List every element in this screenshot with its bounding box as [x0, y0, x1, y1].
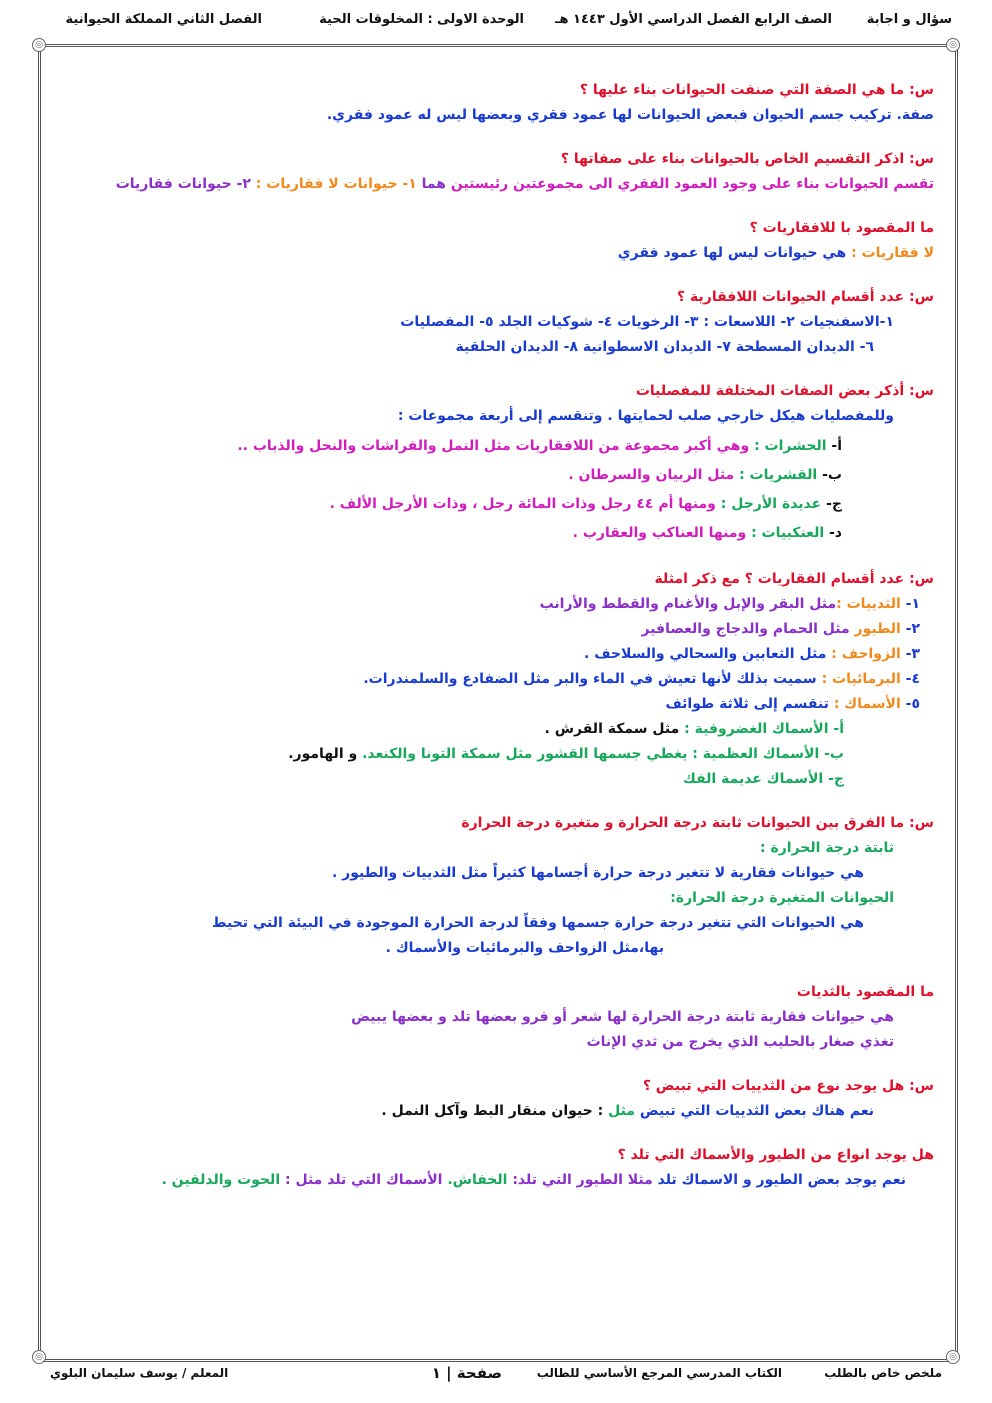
answer-line: ٦- الديدان المسطحة ٧- الديدان الاسطوانية ٨- الديدان الحلقية — [455, 339, 874, 355]
answer-intro: وللمفصليات هيكل خارجي صلب لحمايتها . وتنقسم إلى أربعة مجموعات : — [397, 408, 894, 424]
item-extra: و الهامور. — [288, 746, 358, 762]
qa-block-2 — [56, 147, 934, 197]
qa-block-4 — [56, 285, 934, 360]
item-name: الثدييات : — [836, 596, 901, 612]
list-item: ج- عديدة الأرجل : ومنها أم ٤٤ رجل وذات المائة رجل ، وذات الأرجل الألف . — [329, 496, 842, 512]
question: س: اذكر التقسيم الخاص بالحيوانات بناء على صفاتها ؟ — [560, 151, 934, 167]
answer-text: مثل — [608, 1103, 635, 1119]
answer-line: هي حيوانات فقارية ثابتة درجة الحرارة لها شعر أو فرو بعضها تلد و بعضها يبيض — [351, 1009, 894, 1025]
answer-text: مثلا الطيور التي تلد: — [512, 1172, 653, 1188]
list-item: أ- الحشرات : وهي أكبر مجموعة من اللافقاريات مثل النمل والفراشات والنحل والذباب .. — [237, 438, 842, 454]
item-name: البرمائيات : — [821, 671, 901, 687]
list-item: د- العنكبيات : ومنها العناكب والعقارب . — [572, 525, 842, 541]
qa-block-10 — [56, 1143, 934, 1193]
question: ما المقصود بالثديات — [796, 984, 934, 1000]
item-desc: تنقسم إلى ثلاثة طوائف — [665, 696, 829, 712]
item-name: العنكبيات : — [751, 525, 825, 541]
answer-line: هي الحيوانات التي تتغير درجة حرارة جسمها وفقاً لدرجة الحرارة الموجودة في البيئة التي تحيط — [211, 915, 864, 931]
answer-text: الحوت والدلفين . — [161, 1172, 281, 1188]
footer-page-number: صفحة | ١ — [431, 1364, 502, 1382]
list-item: ١- الثدييات :مثل البقر والإبل والأغنام والقطط والأرانب — [539, 596, 920, 612]
item-desc: وهي أكبر مجموعة من اللافقاريات مثل النمل والفراشات والنحل والذباب .. — [237, 438, 750, 454]
page-content — [56, 78, 934, 1212]
fish-sub-item — [56, 717, 934, 742]
question: هل يوجد انواع من الطيور والأسماك التي تلد ؟ — [617, 1147, 934, 1163]
list-item: ٥- الأسماك : تنقسم إلى ثلاثة طوائف — [665, 696, 920, 712]
question: س: أذكر بعض الصفات المختلفة للمفصليات — [635, 383, 934, 399]
corner-ornament: ◎ — [32, 1350, 46, 1364]
item-name: الطيور — [854, 621, 901, 637]
list-item: ٤- البرمائيات : سميت بذلك لأنها تعيش في الماء والبر مثل الضفادع والسلمندرات. — [363, 671, 920, 687]
item-desc: ومنها أم ٤٤ رجل وذات المائة رجل ، وذات الأرجل الألف . — [329, 496, 716, 512]
item-name: القشريات : — [739, 467, 818, 483]
header-grade-term: الصف الرابع الفصل الدراسي الأول ١٤٤٣ هـ — [555, 12, 832, 27]
list-item: ٣- الزواحف : مثل الثعابين والسحالي والسلاحف . — [584, 646, 920, 662]
list-item: ٢- الطيور مثل الحمام والدجاج والعصافير — [641, 621, 920, 637]
question: س: عدد أقسام الحيوانات اللافقارية ؟ — [677, 289, 934, 305]
answer-text: نعم هناك بعض الثدييات التي تبيض — [639, 1103, 874, 1119]
item-desc: مثل البقر والإبل والأغنام والقطط والأرانب — [539, 596, 837, 612]
page-footer — [50, 1364, 942, 1386]
qa-block-7 — [56, 811, 934, 961]
qa-block-6 — [56, 567, 934, 792]
corner-ornament: ◎ — [946, 38, 960, 52]
qa-block-3 — [56, 216, 934, 266]
answer — [56, 1099, 934, 1124]
item-desc: مثل الربيان والسرطان . — [568, 467, 735, 483]
item-name: أ- الأسماك الغضروفية : — [684, 721, 844, 737]
header-chapter: الفصل الثاني المملكة الحيوانية — [65, 12, 262, 27]
item-desc: سميت بذلك لأنها تعيش في الماء والبر مثل الضفادع والسلمندرات. — [363, 671, 817, 687]
question: س: عدد أقسام الفقاريات ؟ مع ذكر امثلة — [654, 571, 934, 587]
answer: صفة. تركيب جسم الحيوان فبعض الحيوانات لها عمود فقري وبعضها ليس له عمود فقري. — [326, 107, 934, 123]
item-desc: ب- الأسماك العظمية : يغطي جسمها القشور مثل سمكة التونا والكنعد. — [362, 746, 844, 762]
item-name: الأسماك : — [833, 696, 901, 712]
answer-line: تغذي صغار بالحليب الذي يخرج من ثدي الإناث — [586, 1034, 894, 1050]
fish-sub-item — [56, 742, 934, 767]
fish-sub-item: ج- الأسماك عديمة الفك — [683, 771, 844, 787]
question: ما المقصود با للافقاريات ؟ — [749, 220, 934, 236]
answer-text: الأسماك التي تلد مثل : — [285, 1172, 443, 1188]
question: س: ما الفرق بين الحيوانات ثابتة درجة الحرارة و متغيرة درجة الحرارة — [461, 815, 934, 831]
item-desc: مثل الحمام والدجاج والعصافير — [641, 621, 850, 637]
corner-ornament: ◎ — [946, 1350, 960, 1364]
answer-line: هي حيوانات فقارية لا تتغير درجة حرارة أجسامها كثيراً مثل الثدييات والطيور . — [331, 865, 864, 881]
answer — [56, 172, 934, 197]
question: س: ما هي الصفة التي صنفت الحيوانات بناء عليها ؟ — [579, 82, 934, 98]
answer-text: : حيوان منقار البط وآكل النمل . — [381, 1103, 604, 1119]
answer-line: ١-الاسفنجيات ٢- اللاسعات : ٣- الرخويات ٤- شوكيات الجلد ٥- المفصليات — [400, 314, 894, 330]
answer-line: بها،مثل الزواحف والبرمائيات والأسماك . — [385, 940, 664, 956]
answer-term: لا فقاريات : — [851, 245, 934, 261]
question: س: هل يوجد نوع من الثدييات التي تبيض ؟ — [642, 1078, 934, 1094]
item-desc: مثل سمكة القرش . — [544, 721, 680, 737]
answer-term: ٢- حيوانات فقاريات — [115, 176, 251, 192]
answer-text: هما — [421, 176, 446, 192]
answer-text: هي حيوانات ليس لها عمود فقري — [617, 245, 847, 261]
answer — [56, 1168, 934, 1193]
footer-teacher: المعلم / يوسف سليمان البلوي — [50, 1366, 229, 1380]
qa-block-8 — [56, 980, 934, 1055]
list-item: ب- القشريات : مثل الربيان والسرطان . — [568, 467, 842, 483]
sub-heading: ثابتة درجة الحرارة : — [760, 840, 894, 856]
sub-heading: الحيوانات المتغيرة درجة الحرارة: — [670, 890, 894, 906]
qa-block-5 — [56, 379, 934, 548]
answer-term: ١- حيوانات لا فقاريات : — [255, 176, 417, 192]
item-desc: مثل الثعابين والسحالي والسلاحف . — [584, 646, 827, 662]
answer-text: نعم يوجد بعض الطيور و الاسماك تلد — [657, 1172, 906, 1188]
item-desc: ومنها العناكب والعقارب . — [572, 525, 747, 541]
qa-block-9 — [56, 1074, 934, 1124]
item-name: الحشرات : — [754, 438, 827, 454]
header-title: سؤال و اجابة — [866, 12, 952, 27]
item-name: عديدة الأرجل : — [720, 496, 822, 512]
footer-book: الكتاب المدرسي المرجع الأساسي للطالب — [536, 1366, 782, 1380]
qa-block-1 — [56, 78, 934, 128]
item-name: الزواحف : — [831, 646, 901, 662]
answer — [56, 241, 934, 266]
corner-ornament: ◎ — [32, 38, 46, 52]
page-header — [40, 6, 952, 36]
footer-summary: ملخص خاص بالطلب — [824, 1366, 942, 1380]
header-unit: الوحدة الاولى : المخلوقات الحية — [319, 12, 524, 27]
answer-text: الخفاش. — [447, 1172, 508, 1188]
answer-text: تقسم الحيوانات بناء على وجود العمود الفقري الى مجموعتين رئيستين — [450, 176, 934, 192]
